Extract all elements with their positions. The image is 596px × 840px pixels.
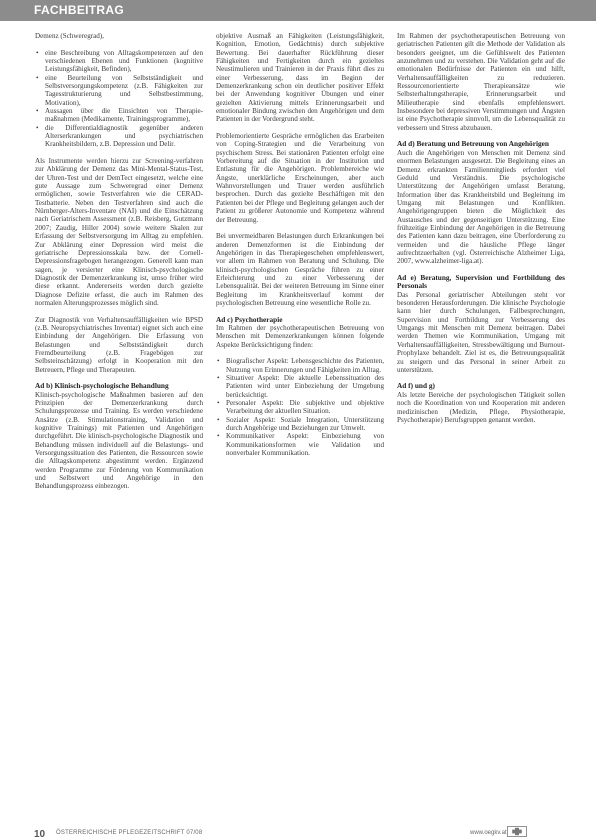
paragraph: Als Instrumente werden hierzu zur Screening-verfahren zur Abklärung der Demenz das Mini-Mental-Status-Test, der Uhren-Test und der DemTect eingesetzt, welche eine gute Aussage zum Schweregrad einer Demenz ermöglichen, sowie Testverfahren wie die CERAD-Testbatterie. Neben den Testverfahren sind auch die Nürnberger-Alters-Inventare (NAI) und die Einschätzung nach Geriatrischem Assessment (z.B. Reisberg, Gutzmann 2007; Zaudig, Hiller 2004) sowie weitere Skalen zur Erfassung der Selbstversorgung im Alltag zu empfehlen. Zur Abklärung einer Depression wird meist die geriatrische Depressionsskala bzw. der Cornell-Depressionsfragebogen herangezogen. Generell kann man sagen, je versierter eine Klinisch-psychologische Diagnostik der Demenzerkrankung ist, umso früher wird diese erkannt. Andererseits werden durch gezielte Diagnose Defizite erfasst, die auch im Rahmen des normalen Alterungsprozesses möglich sind.: [35, 157, 203, 307]
list-item: • Biografischer Aspekt: Lebensgeschichte des Patienten, Nutzung von Erinnerungen und Fähigkeiten im Alltag.: [226, 357, 384, 374]
paragraph: Als letzte Bereiche der psychologischen Tätigkeit sollen noch die Koordination von und Kooperation mit anderen medizinischen (Medizin, Pflege, Physiotherapie, Psychotherapie) Berufsgruppen genannt werden.: [397, 390, 565, 424]
journal-name: ÖSTERREICHISCHE PFLEGEZEITSCHRIFT 07/08: [56, 830, 203, 836]
section-heading: Ad c) Psychotherapie: [216, 314, 283, 324]
list-item: • Sozialer Aspekt: Soziale Integration, Unterstützung durch Angehörige und Beziehungen zur Umwelt.: [226, 416, 384, 433]
page-number: 10: [34, 829, 46, 840]
section-heading: Ad f) und g): [397, 381, 435, 391]
paragraph: Bei unvermeidbaren Belastungen durch Erkrankungen bei anderen Demenzformen ist die Einbindung der Angehörigen in das Therapiegeschehen empfehlenswert, vor allem im Rahmen von Beratung und Schulung. Die klinisch-psychologischen Gespräche führen zu einer Erleichterung und zu einer Verbesserung der Lebensqualität. Bei der weiteren Betreuung im Sinne einer Begleitung im Krankheitsverlauf kommt der psychologischen Betreuung eine wesentliche Rolle zu.: [216, 232, 384, 307]
list-item: • Personaler Aspekt: Die subjektive und objektive Verarbeitung der aktuellen Situation.: [226, 399, 384, 416]
list-item: • Aussagen über die Einsichten von Therapie-maßnahmen (Medikamente, Trainingsprogramme),: [45, 107, 203, 124]
bullet-list: [216, 357, 384, 457]
list-item: • Kommunikativer Aspekt: Einbeziehung von Kommunikationsformen wie Validation und nonverbaler Kommunikation.: [226, 432, 384, 457]
section-heading: Ad b) Klinisch-psychologische Behandlung: [35, 381, 169, 391]
paragraph: Auch die Angehörigen von Menschen mit Demenz sind enormen Belastungen ausgesetzt. Die Begleitung eines an Demenz erkrankten Familienmitglieds erfordert viel Geduld und Verständnis. Die psychologische Unterstützung der Angehörigen umfasst Beratung, Information über das Krankheitsbild und Begleitung im Umgang mit Belastungen und Konflikten. Angehörigengruppen bieten die Möglichkeit des Austausches und der gegenseitigen Unterstützung. Eine frühzeitige Einbindung der Angehörigen in die Betreuung des Patienten kann dazu beitragen, eine Überforderung zu vermeiden und die häusliche Pflege länger aufrechtzuerhalten (vgl. Österreichische Alzheimer Liga, 2007, www.alzheimer-liga.at).: [397, 148, 565, 266]
section-title: FACHBEITRAG: [34, 3, 124, 17]
section-heading: Ad d) Beratung und Betreuung von Angehörigen: [397, 139, 549, 149]
paragraph: Zur Diagnostik von Verhaltensauffälligkeiten wie BPSD (z.B. Neuropsychiatrisches Inventar) eignet sich auch eine Einbindung der Angehörigen. Die Erfassung von Belastungen und Selbstständigkeit durch Fremdbeurteilung (z.B. Fragebögen zur Selbsteinschätzung) erfolgt in Kooperation mit den Betreuern, Pflege und Therapeuten.: [35, 315, 203, 374]
list-item: • die Differentialdiagnostik gegenüber anderen Alterserkrankungen und psychiatrischen Krankheitsbildern, z.B. Depression und Delir.: [45, 124, 203, 149]
paragraph: Klinisch-psychologische Maßnahmen basieren auf den Prinzipien der Demenzerkrankung durch Schulungsprozesse und Training. Es werden verschiedene Ansätze (z.B. Stimulationstraining, Validation und kognitive Trainings) mit Patienten und Angehörigen durchgeführt. Die klinisch-psychologische Diagnostik und Behandlung müssen individuell auf die Belastungs- und Versorgungssituation des Patienten, die Ressourcen sowie die Alltagskompetenz abgestimmt werden. Ergänzend werden Programme zur Förderung von Kommunikation und Selbstwert und Angehörige in den Behandlungsprozess einbezogen.: [35, 390, 203, 491]
header-bar: [0, 0, 596, 21]
list-item: • Situativer Aspekt: Die aktuelle Lebenssituation des Patienten wird unter Einbeziehung der Umgebung berücksichtigt.: [226, 374, 384, 399]
cross-logo-icon: [507, 826, 527, 837]
list-item: • eine Beschreibung von Alltagskompetenzen auf den verschiedenen Ebenen und Funktionen (kognitive Leistungsfähigkeit, Befinden),: [45, 49, 203, 74]
section-heading: Ad e) Beratung, Supervision und Fortbildung des Personals: [397, 272, 565, 291]
column-right: [397, 32, 565, 433]
paragraph: Demenz (Schweregrad),: [35, 32, 104, 40]
bullet-list: [35, 49, 203, 149]
column-middle: [216, 32, 384, 466]
paragraph: Im Rahmen der psychotherapeutischen Betreuung von Menschen mit Demenzerkrankungen können folgende Aspekte Berücksichtigung finden:: [216, 323, 384, 349]
paragraph: objektive Ausmaß an Fähigkeiten (Leistungsfähigkeit, Kognition, Emotion, Gedächtnis) durch subjektive Bewertung. Bei dauerhafter Rückführung dieser Fähigkeiten und Fertigkeiten durch ein gezieltes Neustimulieren und Trainieren in der Praxis führt dies zu einer Verbesserung, dass im Beginn der Demenzerkrankung schon ein deutlicher positiver Effekt bei der Anwendung kognitiver Übungen und einer gezielten Aktivierung mittels Erinnerungsarbeit und emotionaler Bindung zwischen den Angehörigen und dem Patienten in der Vordergrund steht.: [216, 32, 384, 124]
column-left: [35, 32, 203, 499]
paragraph: Im Rahmen der psychotherapeutischen Betreuung von geriatrischen Patienten gilt die Methode der Validation als besonders geeignet, um die Gefühlswelt des Patienten anzunehmen und zu verstehen. Die Validation geht auf die emotionalen Bedürfnisse der Patienten ein und hilft, Verhaltensauffälligkeiten zu reduzieren. Ressourcenorientierte Therapieansätze wie Selbsterhaltungstherapie, Erinnerungsarbeit und Milieutherapie sind ebenfalls empfehlenswert. Insbesondere bei depressiven Verstimmungen und Ängsten ist eine Psychotherapie sinnvoll, um die Lebensqualität zu verbessern und Stress abzubauen.: [397, 32, 565, 132]
paragraph: Problemorientierte Gespräche ermöglichen das Erarbeiten von Coping-Strategien und die Verarbeitung von psychischem Stress. Bei stationären Patienten erfolgt eine Vorbereitung auf die Situation in der Institution und Entlastung für die Angehörigen. Problembereiche wie Ängste, unerklärliche Erscheinungen, aber auch Wahnvorstellungen und Trauer werden ausführlich besprochen. Durch das gezielte Beschäftigen mit den Patienten bei der Pflege und Begleitung gelangen auch der Patient zu größerer Autonomie und Kompetenz während der Betreuung.: [216, 132, 384, 224]
paragraph: Das Personal geriatrischer Abteilungen steht vor besonderen Herausforderungen. Die klinische Psychologie kann hier durch Schulungen, Fallbesprechungen, Supervision und Fortbildung zur Verbesserung des Umgangs mit Menschen mit Demenz beitragen. Dabei werden Themen wie Kommunikation, Umgang mit Verhaltensauffälligkeiten, Stressbewältigung und Burnout-Prophylaxe behandelt. Ziel ist es, die Betreuungsqualität zu steigern und das Personal in seiner Arbeit zu unterstützen.: [397, 290, 565, 374]
list-item: • eine Beurteilung von Selbstständigkeit und Selbstversorgungskompetenz (z.B. Fähigkeiten zur Tagesstrukturierung und Selbstbestimmung, Motivation),: [45, 74, 203, 107]
footer-url[interactable]: www.oegkv.at: [470, 830, 507, 836]
